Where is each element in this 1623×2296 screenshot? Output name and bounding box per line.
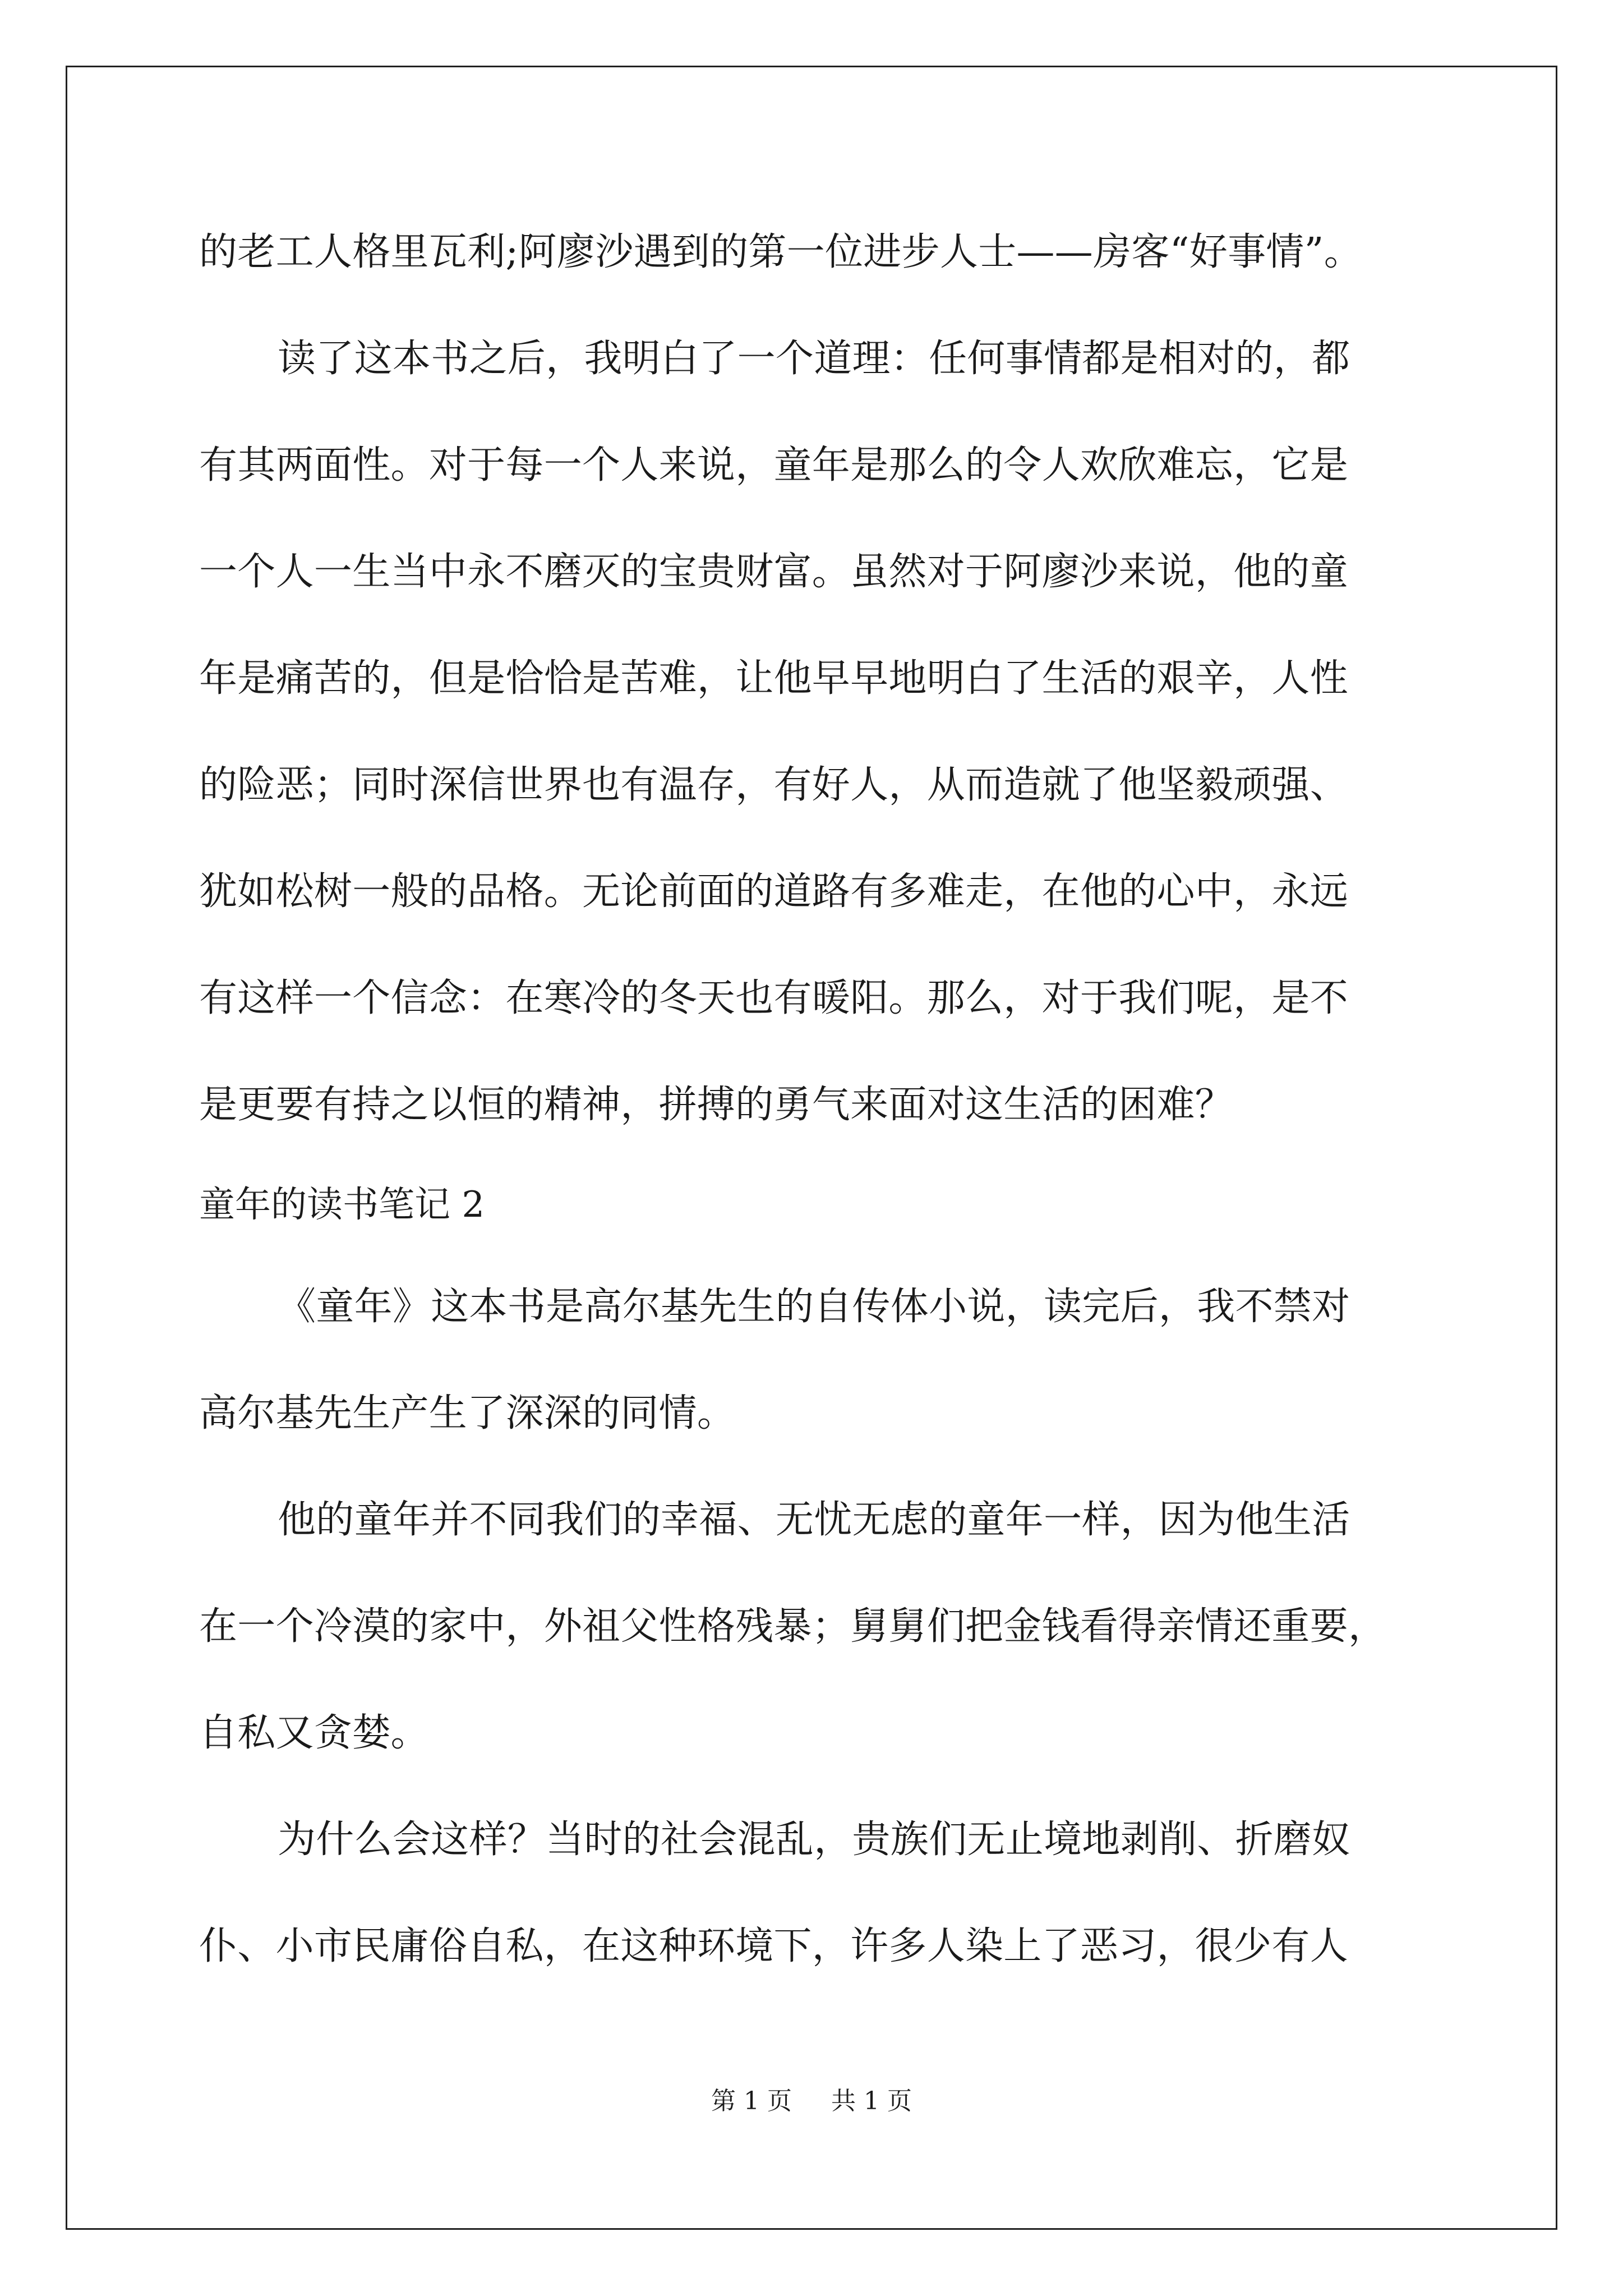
page-footer [0, 2086, 1623, 2117]
paragraph-start-line: 为什么会这样？当时的社会混乱，贵族们无止境地剥削、折磨奴 [278, 1818, 1350, 1862]
text-line: 一个人一生当中永不磨灭的宝贵财富。虽然对于阿廖沙来说，他的童 [199, 550, 1349, 594]
page-count: 共 1 页 [831, 2087, 912, 2115]
text-line: 有其两面性。对于每一个人来说，童年是那么的令人欢欣难忘，它是 [199, 443, 1349, 487]
text-line: 是更要有持之以恒的精神，拼搏的勇气来面对这生活的困难？ [199, 1083, 1234, 1127]
text-line: 自私又贪婪。 [199, 1711, 429, 1755]
text-line: 在一个冷漠的家中，外祖父性格残暴；舅舅们把金钱看得亲情还重要， [199, 1604, 1387, 1649]
page-border [66, 66, 1557, 2230]
paragraph-start-line: 读了这本书之后，我明白了一个道理：任何事情都是相对的，都 [278, 337, 1350, 381]
section-heading: 童年的读书笔记 2 [199, 1184, 485, 1226]
text-line: 仆、小市民庸俗自私，在这种环境下，许多人染上了恶习，很少有人 [199, 1924, 1349, 1968]
text-line: 高尔基先生产生了深深的同情。 [199, 1391, 736, 1435]
page-number: 第 1 页 [711, 2087, 792, 2115]
text-line: 的老工人格里瓦利;阿廖沙遇到的第一位进步人士——房客“好事情”。 [199, 230, 1363, 274]
text-line: 有这样一个信念：在寒冷的冬天也有暖阳。那么，对于我们呢，是不 [199, 976, 1349, 1020]
paragraph-start-line: 他的童年并不同我们的幸福、无忧无虑的童年一样，因为他生活 [278, 1498, 1350, 1542]
text-line: 的险恶；同时深信世界也有温存，有好人，从而造就了他坚毅顽强、 [199, 763, 1349, 807]
text-line: 犹如松树一般的品格。无论前面的道路有多难走，在他的心中，永远 [199, 869, 1349, 914]
paragraph-start-line: 《童年》这本书是高尔基先生的自传体小说，读完后，我不禁对 [278, 1285, 1350, 1329]
text-line: 年是痛苦的，但是恰恰是苦难，让他早早地明白了生活的艰辛，人性 [199, 656, 1349, 701]
